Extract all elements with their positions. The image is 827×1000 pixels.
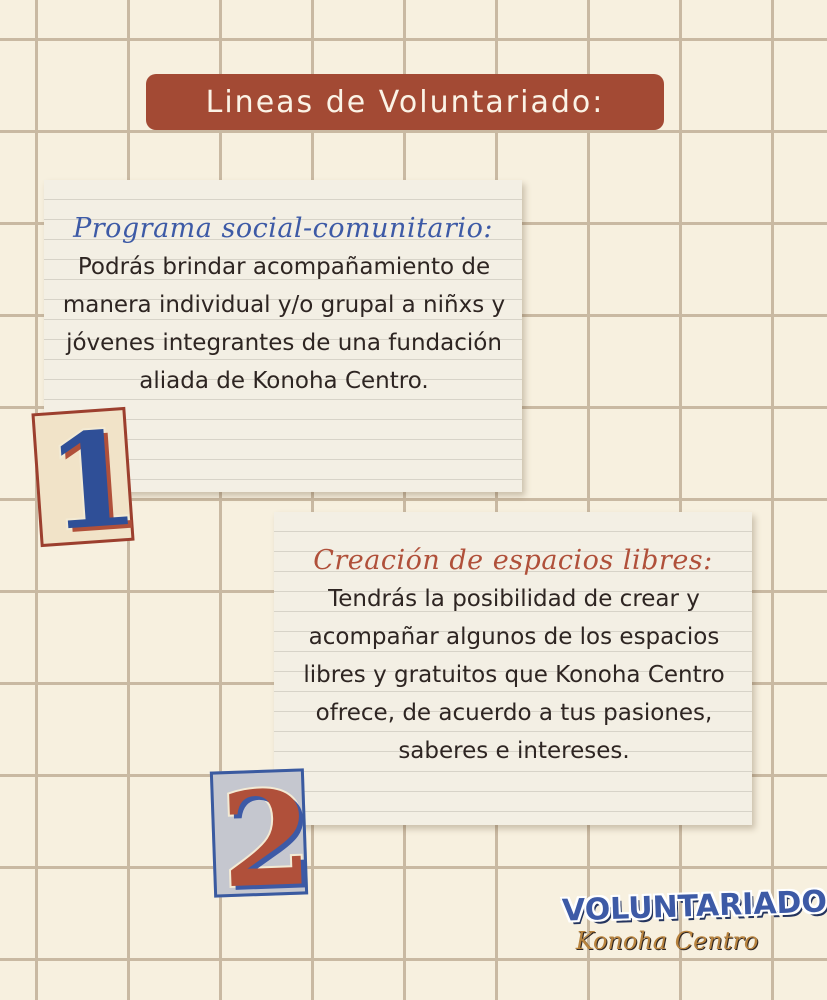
logo-subtitle: Konoha Centro [575,927,759,955]
card-number-badge [31,401,143,561]
card-free-spaces [274,512,752,825]
page-title: Lineas de Voluntariado: [146,74,664,130]
card-heading: Creación de espacios libres: [313,545,713,576]
card-body: Podrás brindar acompañamiento de manera individual y/o grupal a niñxs y jóvenes integrantes de una fundación aliada de Konoha Centro. [62,254,506,394]
card-number-badge [210,761,315,918]
brand-logo [561,884,827,980]
card-body: Tendrás la posibilidad de crear y acompañar algunos de los espacios libres y gratuitos que Konoha Centro ofrece, de acuerdo a tus pasiones, saberes e intereses. [303,586,725,764]
card-number: 1 [42,401,143,561]
card-number: 2 [218,761,315,918]
card-heading: Programa social-comunitario: [73,213,493,244]
logo-wordmark: VOLUNTARIADO [561,884,827,929]
